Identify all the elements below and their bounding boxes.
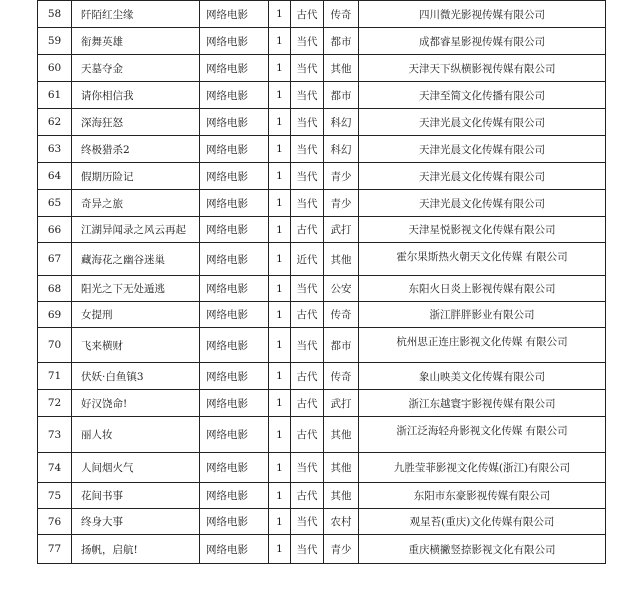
production-company: 九胜莹菲影视文化传媒(浙江)有限公司 (359, 453, 606, 483)
genre-label: 都市 (324, 82, 359, 109)
film-title: 假期历险记 (72, 163, 200, 190)
film-type: 网络电影 (200, 483, 269, 509)
film-type: 网络电影 (200, 453, 269, 483)
film-title: 飞来横财 (72, 328, 200, 363)
era-label: 当代 (291, 535, 324, 564)
film-title: 阳光之下无处遁逃 (72, 276, 200, 302)
film-title: 阡陌红尘缘 (72, 1, 200, 28)
film-record-table (37, 0, 606, 564)
production-company: 杭州思正连庄影视文化传媒 有限公司 (359, 328, 606, 363)
row-number: 75 (38, 483, 72, 509)
genre-label: 都市 (324, 28, 359, 55)
era-label: 当代 (291, 509, 324, 535)
film-title: 终身大事 (72, 509, 200, 535)
era-label: 当代 (291, 136, 324, 163)
row-number: 74 (38, 453, 72, 483)
film-title: 人间烟火气 (72, 453, 200, 483)
table-row (38, 302, 606, 328)
film-type: 网络电影 (200, 328, 269, 363)
episode-count: 1 (269, 190, 291, 217)
table-row (38, 453, 606, 483)
genre-label: 其他 (324, 453, 359, 483)
film-type: 网络电影 (200, 136, 269, 163)
genre-label: 其他 (324, 483, 359, 509)
film-type: 网络电影 (200, 190, 269, 217)
genre-label: 传奇 (324, 363, 359, 390)
film-type: 网络电影 (200, 109, 269, 136)
film-title: 女提刑 (72, 302, 200, 328)
era-label: 当代 (291, 109, 324, 136)
table-row (38, 390, 606, 417)
table-row (38, 82, 606, 109)
era-label: 当代 (291, 276, 324, 302)
film-title: 请你相信我 (72, 82, 200, 109)
row-number: 68 (38, 276, 72, 302)
film-title: 藏海花之幽谷迷巢 (72, 243, 200, 276)
episode-count: 1 (269, 1, 291, 28)
production-company: 天津至简文化传播有限公司 (359, 82, 606, 109)
era-label: 当代 (291, 28, 324, 55)
table-row (38, 109, 606, 136)
table-row (38, 535, 606, 564)
episode-count: 1 (269, 163, 291, 190)
genre-label: 其他 (324, 417, 359, 453)
era-label: 近代 (291, 243, 324, 276)
film-type: 网络电影 (200, 163, 269, 190)
production-company: 天津光晨文化传媒有限公司 (359, 163, 606, 190)
genre-label: 武打 (324, 217, 359, 243)
row-number: 76 (38, 509, 72, 535)
film-type: 网络电影 (200, 276, 269, 302)
table-row (38, 483, 606, 509)
production-company: 四川微光影视传媒有限公司 (359, 1, 606, 28)
row-number: 60 (38, 55, 72, 82)
episode-count: 1 (269, 509, 291, 535)
era-label: 古代 (291, 390, 324, 417)
production-company: 重庆横撇竖捺影视文化有限公司 (359, 535, 606, 564)
row-number: 61 (38, 82, 72, 109)
production-company: 天津光晨文化传媒有限公司 (359, 136, 606, 163)
film-type: 网络电影 (200, 363, 269, 390)
era-label: 古代 (291, 1, 324, 28)
genre-label: 其他 (324, 243, 359, 276)
genre-label: 科幻 (324, 109, 359, 136)
era-label: 当代 (291, 190, 324, 217)
genre-label: 农村 (324, 509, 359, 535)
era-label: 古代 (291, 417, 324, 453)
row-number: 67 (38, 243, 72, 276)
genre-label: 青少 (324, 190, 359, 217)
table-row (38, 276, 606, 302)
table-row (38, 163, 606, 190)
episode-count: 1 (269, 55, 291, 82)
row-number: 72 (38, 390, 72, 417)
episode-count: 1 (269, 417, 291, 453)
production-company: 霍尔果斯热火朝天文化传媒 有限公司 (359, 243, 606, 276)
table-row (38, 217, 606, 243)
production-company: 象山映美文化传媒有限公司 (359, 363, 606, 390)
row-number: 62 (38, 109, 72, 136)
film-title: 好汉饶命! (72, 390, 200, 417)
episode-count: 1 (269, 109, 291, 136)
production-company: 天津天下纵横影视传媒有限公司 (359, 55, 606, 82)
film-title: 天墓夺金 (72, 55, 200, 82)
table-row (38, 417, 606, 453)
row-number: 59 (38, 28, 72, 55)
genre-label: 都市 (324, 328, 359, 363)
table-row (38, 1, 606, 28)
film-type: 网络电影 (200, 302, 269, 328)
film-title: 奇异之旅 (72, 190, 200, 217)
episode-count: 1 (269, 243, 291, 276)
table-row (38, 190, 606, 217)
episode-count: 1 (269, 136, 291, 163)
row-number: 64 (38, 163, 72, 190)
production-company: 成都睿星影视传媒有限公司 (359, 28, 606, 55)
row-number: 71 (38, 363, 72, 390)
episode-count: 1 (269, 453, 291, 483)
film-title: 丽人妆 (72, 417, 200, 453)
table-row (38, 328, 606, 363)
production-company: 浙江泛海轻舟影视文化传媒 有限公司 (359, 417, 606, 453)
era-label: 当代 (291, 163, 324, 190)
episode-count: 1 (269, 363, 291, 390)
film-title: 花间书事 (72, 483, 200, 509)
production-company: 东阳市东豪影视传媒有限公司 (359, 483, 606, 509)
film-type: 网络电影 (200, 28, 269, 55)
film-type: 网络电影 (200, 55, 269, 82)
era-label: 当代 (291, 453, 324, 483)
era-label: 古代 (291, 302, 324, 328)
episode-count: 1 (269, 28, 291, 55)
film-type: 网络电影 (200, 417, 269, 453)
row-number: 77 (38, 535, 72, 564)
production-company: 浙江东越寰宇影视传媒有限公司 (359, 390, 606, 417)
film-type: 网络电影 (200, 509, 269, 535)
table-row (38, 243, 606, 276)
episode-count: 1 (269, 217, 291, 243)
genre-label: 武打 (324, 390, 359, 417)
episode-count: 1 (269, 276, 291, 302)
film-title: 终极猎杀2 (72, 136, 200, 163)
table-body (38, 1, 606, 564)
row-number: 58 (38, 1, 72, 28)
episode-count: 1 (269, 302, 291, 328)
episode-count: 1 (269, 390, 291, 417)
film-type: 网络电影 (200, 390, 269, 417)
table-row (38, 28, 606, 55)
episode-count: 1 (269, 82, 291, 109)
era-label: 古代 (291, 217, 324, 243)
film-title: 扬帆，启航! (72, 535, 200, 564)
table-row (38, 509, 606, 535)
genre-label: 其他 (324, 55, 359, 82)
genre-label: 科幻 (324, 136, 359, 163)
production-company: 天津光晨文化传媒有限公司 (359, 190, 606, 217)
row-number: 65 (38, 190, 72, 217)
film-type: 网络电影 (200, 1, 269, 28)
film-type: 网络电影 (200, 82, 269, 109)
row-number: 73 (38, 417, 72, 453)
film-title: 江湖异闻录之风云再起 (72, 217, 200, 243)
table-row (38, 136, 606, 163)
film-type: 网络电影 (200, 243, 269, 276)
era-label: 古代 (291, 483, 324, 509)
era-label: 当代 (291, 328, 324, 363)
era-label: 古代 (291, 363, 324, 390)
film-type: 网络电影 (200, 535, 269, 564)
genre-label: 青少 (324, 163, 359, 190)
genre-label: 公安 (324, 276, 359, 302)
row-number: 63 (38, 136, 72, 163)
production-company: 观星苔(重庆)文化传媒有限公司 (359, 509, 606, 535)
genre-label: 传奇 (324, 1, 359, 28)
production-company: 东阳火日炎上影视传媒有限公司 (359, 276, 606, 302)
row-number: 66 (38, 217, 72, 243)
era-label: 当代 (291, 55, 324, 82)
era-label: 当代 (291, 82, 324, 109)
episode-count: 1 (269, 328, 291, 363)
film-title: 衔舞英雄 (72, 28, 200, 55)
row-number: 69 (38, 302, 72, 328)
row-number: 70 (38, 328, 72, 363)
table-row (38, 363, 606, 390)
production-company: 天津星悦影视文化传媒有限公司 (359, 217, 606, 243)
genre-label: 传奇 (324, 302, 359, 328)
episode-count: 1 (269, 483, 291, 509)
production-company: 浙江胖胖影业有限公司 (359, 302, 606, 328)
production-company: 天津光晨文化传媒有限公司 (359, 109, 606, 136)
film-title: 深海狂怒 (72, 109, 200, 136)
table-row (38, 55, 606, 82)
genre-label: 青少 (324, 535, 359, 564)
film-title: 伏妖·白鱼镇3 (72, 363, 200, 390)
film-type: 网络电影 (200, 217, 269, 243)
episode-count: 1 (269, 535, 291, 564)
